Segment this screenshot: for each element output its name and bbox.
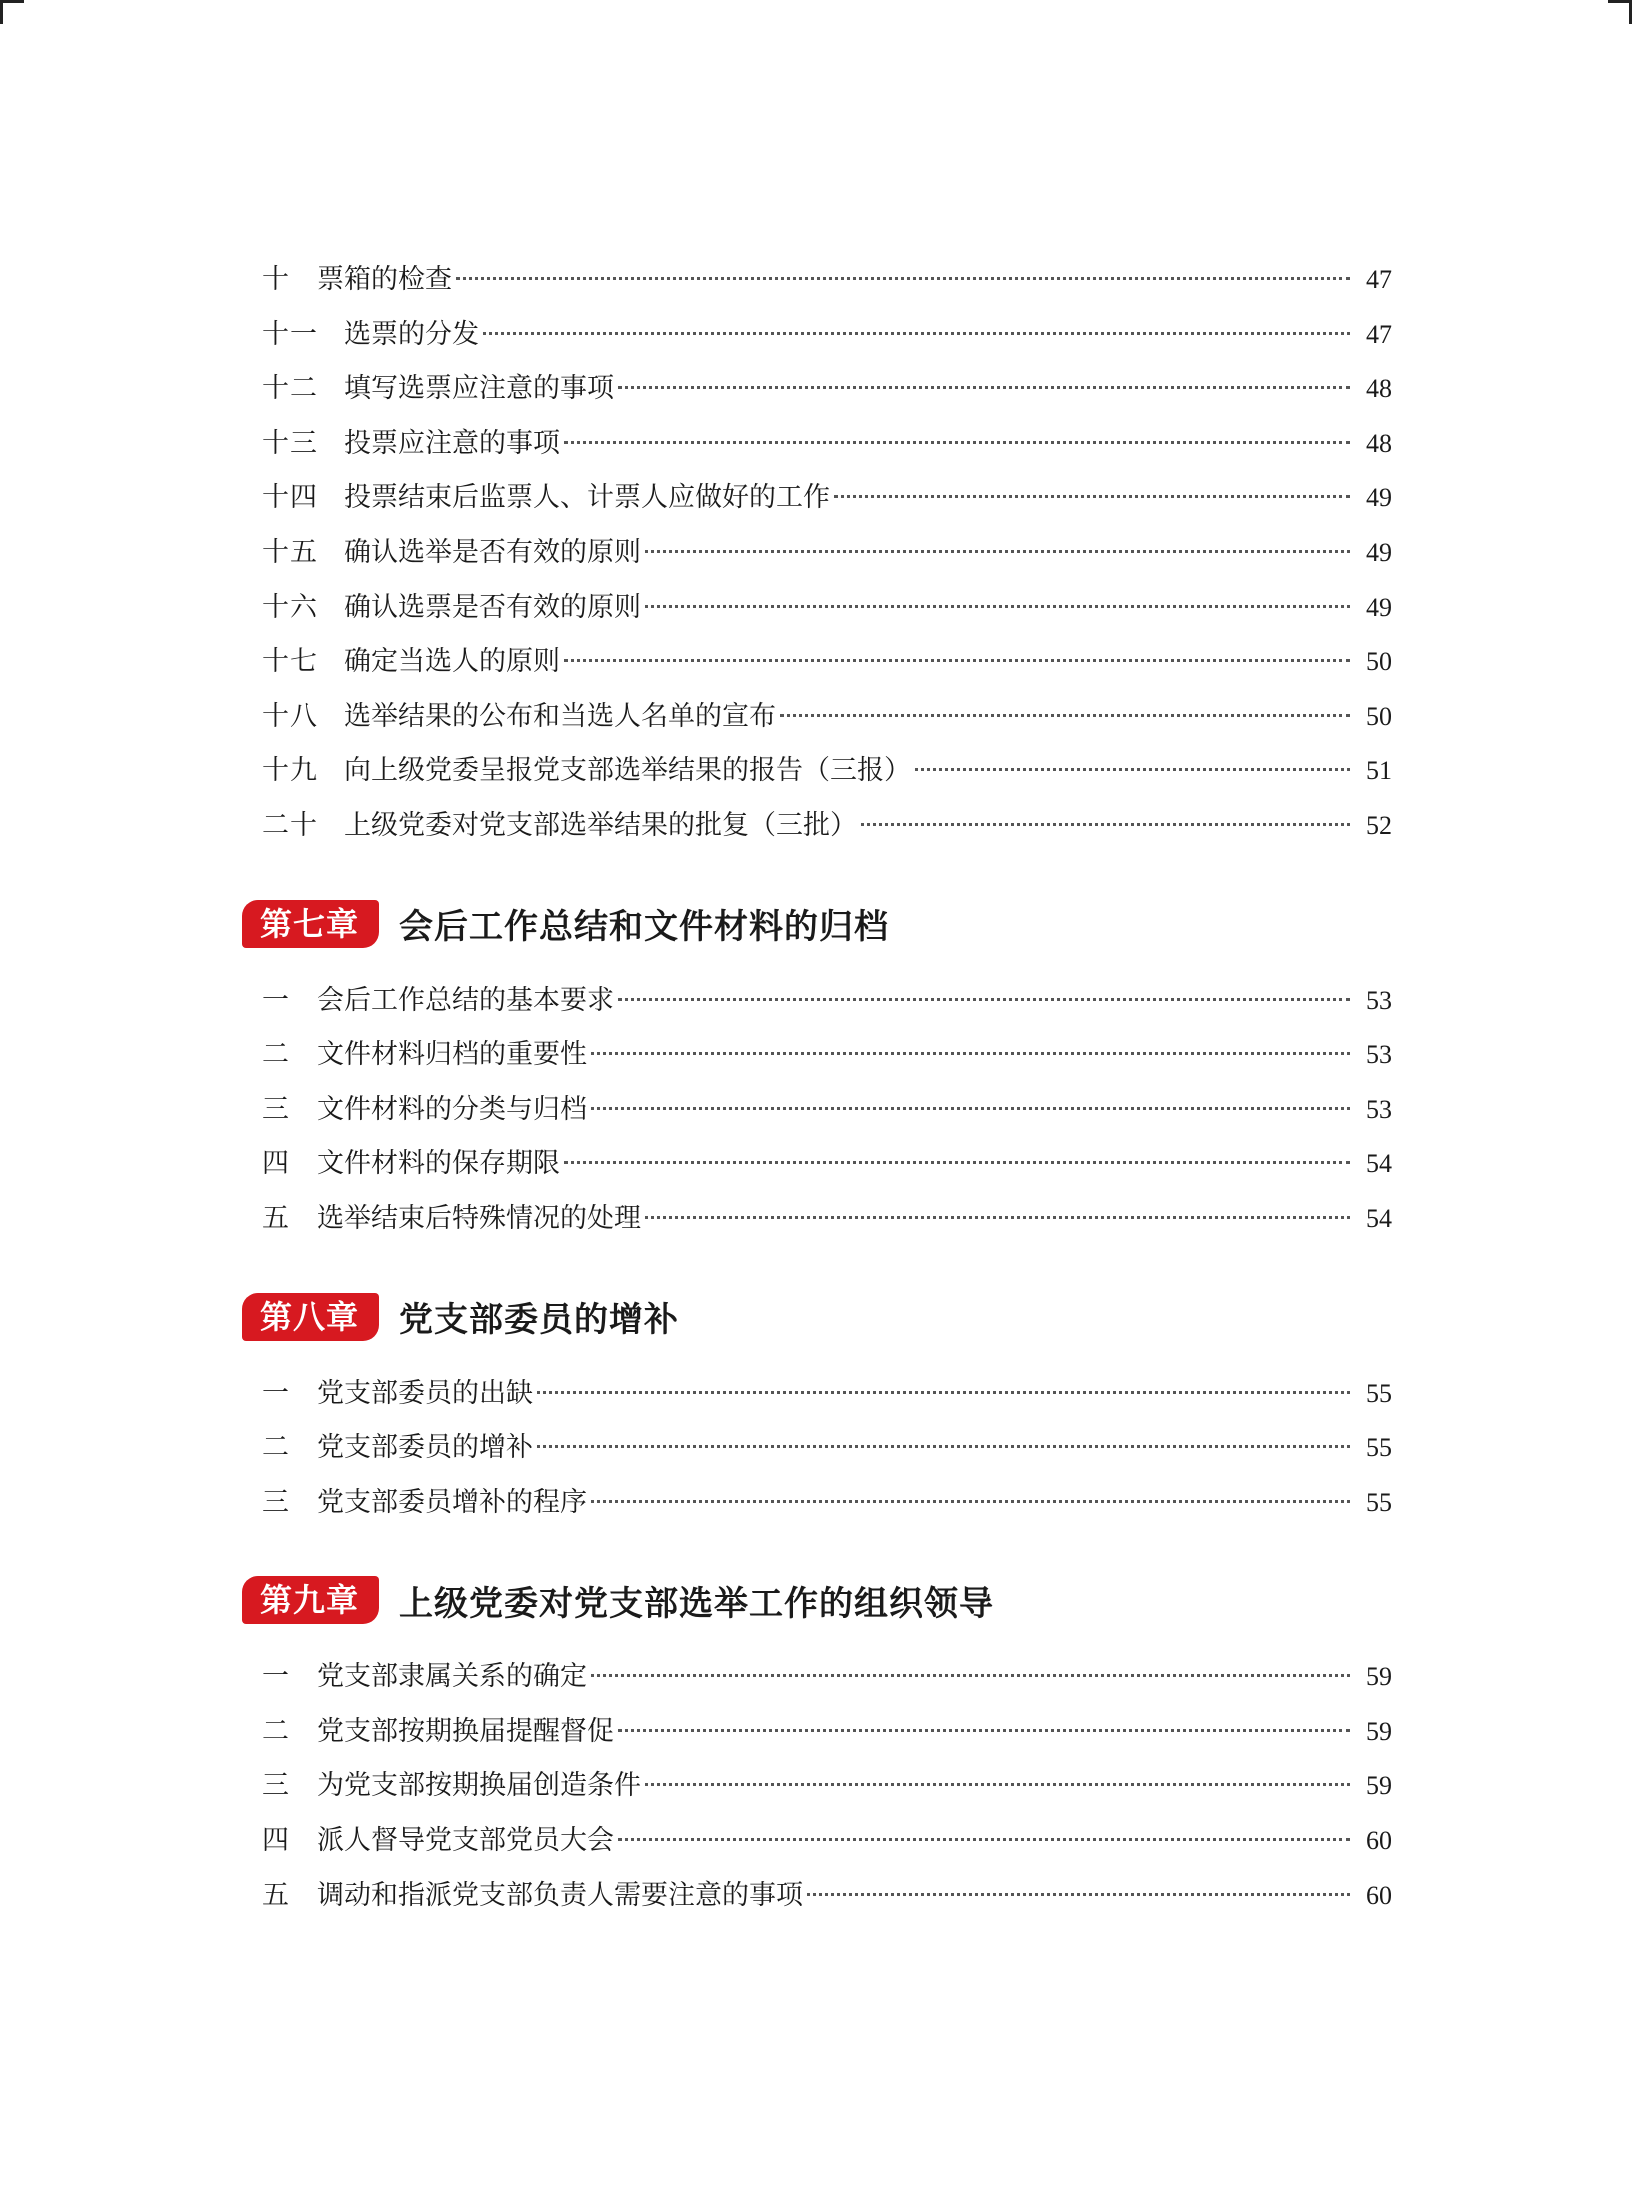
entry-title: 党支部委员的出缺 bbox=[317, 1377, 533, 1409]
toc-entry[interactable] bbox=[262, 1759, 1392, 1814]
dot-leader bbox=[618, 1838, 1350, 1841]
toc-entry[interactable] bbox=[262, 1814, 1392, 1869]
toc-entry[interactable] bbox=[262, 1028, 1392, 1083]
entry-number: 十五 bbox=[262, 536, 318, 568]
dot-leader bbox=[834, 495, 1350, 498]
entry-number: 十八 bbox=[262, 700, 318, 732]
toc-entry[interactable] bbox=[262, 1650, 1392, 1705]
entry-number: 四 bbox=[262, 1825, 290, 1857]
entry-number: 一 bbox=[262, 1661, 290, 1693]
dot-leader bbox=[591, 1500, 1350, 1503]
chapter-heading-9[interactable] bbox=[242, 1570, 1392, 1630]
entry-title: 文件材料归档的重要性 bbox=[317, 1039, 587, 1071]
entry-title: 向上级党委呈报党支部选举结果的报告（三报） bbox=[344, 755, 911, 787]
dot-leader bbox=[564, 441, 1350, 444]
entry-title: 确定当选人的原则 bbox=[344, 646, 560, 678]
entry-title: 上级党委对党支部选举结果的批复（三批） bbox=[344, 809, 857, 841]
entry-page-number: 48 bbox=[1366, 428, 1392, 458]
entry-number: 三 bbox=[262, 1486, 290, 1518]
chapter-title: 上级党委对党支部选举工作的组织领导 bbox=[399, 1583, 995, 1624]
toc-entry[interactable] bbox=[262, 1367, 1392, 1422]
toc-entry[interactable] bbox=[262, 362, 1392, 417]
entry-title: 文件材料的分类与归档 bbox=[317, 1093, 587, 1125]
entry-number: 一 bbox=[262, 984, 290, 1016]
entry-page-number: 51 bbox=[1366, 756, 1392, 786]
entry-page-number: 50 bbox=[1366, 647, 1392, 677]
entry-title: 党支部隶属关系的确定 bbox=[317, 1661, 587, 1693]
toc-entry[interactable] bbox=[262, 635, 1392, 690]
dot-leader bbox=[618, 1729, 1350, 1732]
dot-leader bbox=[591, 1107, 1350, 1110]
dot-leader bbox=[645, 605, 1350, 608]
entry-page-number: 52 bbox=[1366, 810, 1392, 840]
entry-page-number: 55 bbox=[1366, 1378, 1392, 1408]
chapter-title: 党支部委员的增补 bbox=[399, 1300, 680, 1340]
entry-title: 投票结束后监票人、计票人应做好的工作 bbox=[344, 482, 830, 514]
entry-page-number: 48 bbox=[1366, 374, 1392, 404]
entry-title: 党支部委员增补的程序 bbox=[317, 1486, 587, 1518]
entry-number: 三 bbox=[262, 1770, 290, 1802]
entry-number: 二 bbox=[262, 1715, 290, 1747]
entry-title: 会后工作总结的基本要求 bbox=[317, 984, 614, 1016]
entry-page-number: 59 bbox=[1366, 1662, 1392, 1692]
toc-entry[interactable] bbox=[262, 1083, 1392, 1138]
entry-number: 五 bbox=[262, 1879, 290, 1911]
entry-page-number: 59 bbox=[1366, 1771, 1392, 1801]
toc-entry[interactable] bbox=[262, 1137, 1392, 1192]
dot-leader bbox=[780, 714, 1350, 717]
entry-page-number: 47 bbox=[1366, 319, 1392, 349]
chapter-heading-8[interactable] bbox=[242, 1287, 1392, 1347]
chapter-7-entries bbox=[262, 974, 1392, 1247]
dot-leader bbox=[645, 550, 1350, 553]
entry-page-number: 54 bbox=[1366, 1203, 1392, 1233]
dot-leader bbox=[483, 332, 1350, 335]
crop-mark-top-left-h bbox=[0, 0, 24, 3]
intro-entries bbox=[262, 253, 1392, 854]
entry-title: 党支部按期换届提醒督促 bbox=[317, 1715, 614, 1747]
entry-title: 票箱的检查 bbox=[317, 264, 452, 295]
chapter-title: 会后工作总结和文件材料的归档 bbox=[399, 907, 890, 948]
entry-title: 派人督导党支部党员大会 bbox=[317, 1825, 614, 1857]
entry-title: 文件材料的保存期限 bbox=[317, 1148, 560, 1180]
entry-page-number: 49 bbox=[1366, 537, 1392, 567]
entry-page-number: 59 bbox=[1366, 1716, 1392, 1746]
entry-number: 十四 bbox=[262, 482, 318, 514]
toc-entry[interactable] bbox=[262, 308, 1392, 363]
toc-entry[interactable] bbox=[262, 581, 1392, 636]
entry-page-number: 53 bbox=[1366, 985, 1392, 1015]
toc-entry[interactable] bbox=[262, 690, 1392, 745]
entry-page-number: 53 bbox=[1366, 1094, 1392, 1124]
toc-entry[interactable] bbox=[262, 744, 1392, 799]
chapter-9-entries bbox=[262, 1650, 1392, 1923]
dot-leader bbox=[456, 277, 1350, 280]
chapter-badge: 第七章 bbox=[242, 900, 379, 948]
toc-entry[interactable] bbox=[262, 253, 1392, 308]
entry-number: 二十 bbox=[262, 809, 318, 841]
toc-entry[interactable] bbox=[262, 526, 1392, 581]
entry-title: 选举结束后特殊情况的处理 bbox=[317, 1202, 641, 1234]
entry-title: 投票应注意的事项 bbox=[344, 427, 560, 459]
chapter-8-entries bbox=[262, 1367, 1392, 1531]
chapter-badge: 第八章 bbox=[242, 1293, 379, 1341]
entry-page-number: 53 bbox=[1366, 1040, 1392, 1070]
entry-page-number: 60 bbox=[1366, 1826, 1392, 1856]
entry-number: 一 bbox=[262, 1377, 290, 1409]
entry-title: 为党支部按期换届创造条件 bbox=[317, 1770, 641, 1802]
entry-page-number: 55 bbox=[1366, 1487, 1392, 1517]
dot-leader bbox=[618, 386, 1350, 389]
dot-leader bbox=[861, 823, 1350, 826]
entry-title: 确认选票是否有效的原则 bbox=[344, 591, 641, 623]
entry-page-number: 49 bbox=[1366, 483, 1392, 513]
entry-number: 十七 bbox=[262, 646, 318, 678]
dot-leader bbox=[591, 1674, 1350, 1677]
dot-leader bbox=[537, 1445, 1350, 1448]
dot-leader bbox=[564, 659, 1350, 662]
entry-page-number: 60 bbox=[1366, 1880, 1392, 1910]
toc-entry[interactable] bbox=[262, 471, 1392, 526]
entry-page-number: 50 bbox=[1366, 701, 1392, 731]
dot-leader bbox=[618, 998, 1350, 1001]
chapter-badge: 第九章 bbox=[242, 1576, 379, 1624]
crop-mark-top-right-h bbox=[1608, 0, 1632, 3]
entry-number: 三 bbox=[262, 1093, 290, 1125]
entry-number: 四 bbox=[262, 1148, 290, 1180]
table-of-contents bbox=[262, 253, 1392, 1923]
toc-entry[interactable] bbox=[262, 1476, 1392, 1531]
entry-number: 二 bbox=[262, 1039, 290, 1071]
toc-entry[interactable] bbox=[262, 1192, 1392, 1247]
toc-entry[interactable] bbox=[262, 974, 1392, 1029]
crop-mark-top-left-v bbox=[0, 0, 3, 24]
entry-page-number: 55 bbox=[1366, 1433, 1392, 1463]
entry-title: 填写选票应注意的事项 bbox=[344, 373, 614, 405]
entry-number: 十一 bbox=[262, 318, 318, 350]
toc-entry[interactable] bbox=[262, 1421, 1392, 1476]
dot-leader bbox=[645, 1783, 1350, 1786]
toc-entry[interactable] bbox=[262, 1869, 1392, 1924]
entry-title: 选票的分发 bbox=[344, 318, 479, 350]
entry-number: 十九 bbox=[262, 755, 318, 787]
entry-title: 调动和指派党支部负责人需要注意的事项 bbox=[317, 1879, 803, 1911]
entry-title: 确认选举是否有效的原则 bbox=[344, 536, 641, 568]
toc-entry[interactable] bbox=[262, 1705, 1392, 1760]
dot-leader bbox=[915, 768, 1350, 771]
entry-number: 二 bbox=[262, 1432, 290, 1464]
dot-leader bbox=[591, 1052, 1350, 1055]
entry-number: 五 bbox=[262, 1202, 290, 1234]
dot-leader bbox=[537, 1391, 1350, 1394]
entry-page-number: 49 bbox=[1366, 592, 1392, 622]
toc-entry[interactable] bbox=[262, 417, 1392, 472]
entry-title: 选举结果的公布和当选人名单的宣布 bbox=[344, 700, 776, 732]
entry-number: 十六 bbox=[262, 591, 318, 623]
dot-leader bbox=[564, 1161, 1350, 1164]
entry-number: 十三 bbox=[262, 427, 318, 459]
entry-page-number: 47 bbox=[1366, 265, 1392, 294]
entry-title: 党支部委员的增补 bbox=[317, 1432, 533, 1464]
dot-leader bbox=[807, 1893, 1350, 1896]
dot-leader bbox=[645, 1216, 1350, 1219]
entry-page-number: 54 bbox=[1366, 1149, 1392, 1179]
toc-entry[interactable] bbox=[262, 799, 1392, 854]
chapter-heading-7[interactable] bbox=[242, 894, 1392, 954]
entry-number: 十二 bbox=[262, 373, 318, 405]
entry-number: 十 bbox=[262, 264, 290, 295]
